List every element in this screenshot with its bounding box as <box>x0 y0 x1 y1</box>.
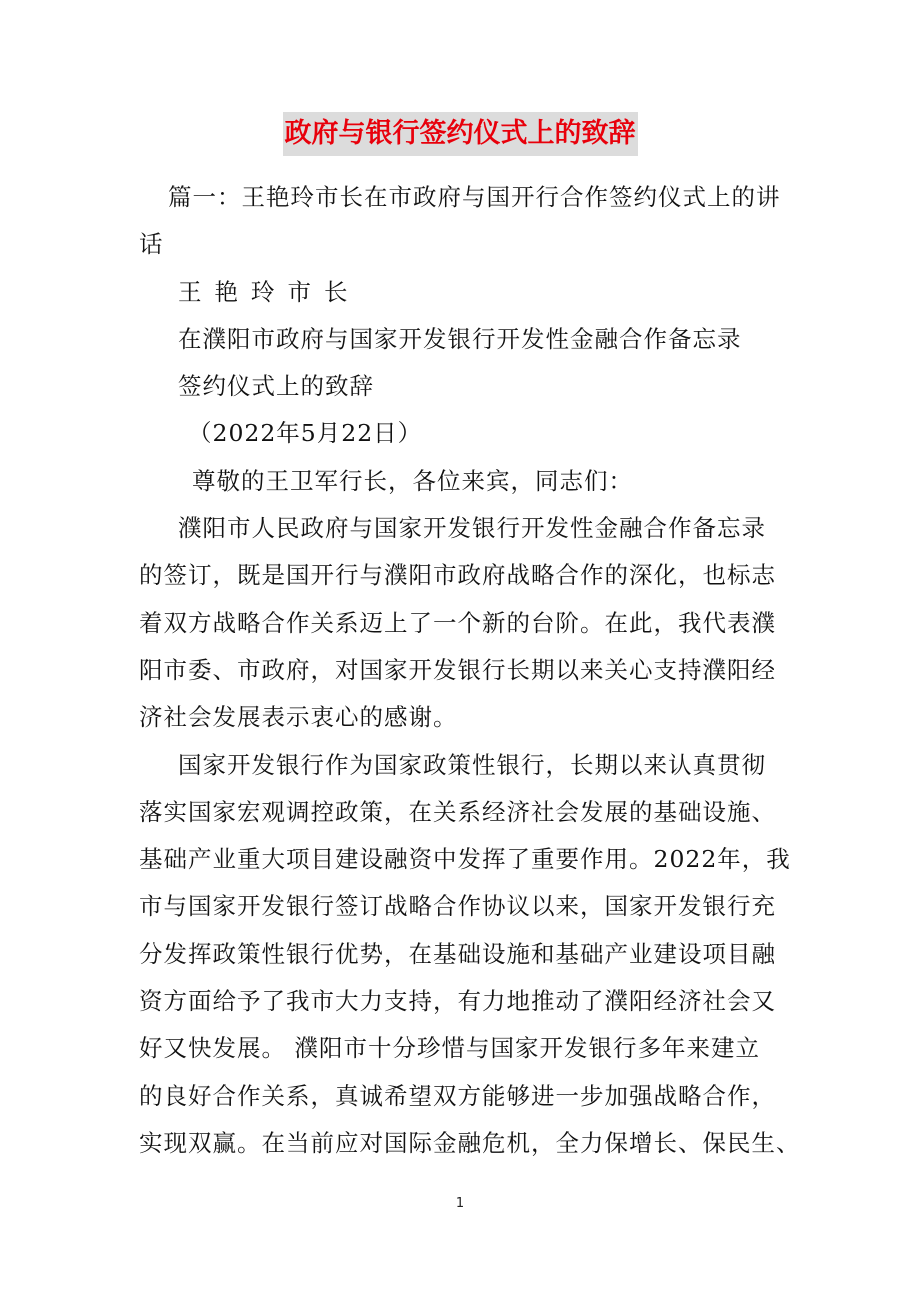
subtitle-line: 篇一：王艳玲市长在市政府与国开行合作签约仪式上的讲 <box>168 183 781 211</box>
paragraph-line: 的签订，既是国开行与濮阳市政府战略合作的深化，也标志 <box>139 561 776 590</box>
occasion-line: 在濮阳市政府与国家开发银行开发性金融合作备忘录 <box>178 324 742 353</box>
paragraph-line: 国家开发银行作为国家政策性银行，长期以来认真贯彻 <box>178 750 766 779</box>
paragraph-line: 资方面给予了我市大力支持，有力地推动了濮阳经济社会又 <box>139 987 776 1016</box>
occasion-line: 签约仪式上的致辞 <box>178 372 374 401</box>
subtitle-line: 话 <box>139 230 164 259</box>
paragraph-line: 的良好合作关系，真诚希望双方能够进一步加强战略合作， <box>139 1081 776 1110</box>
paragraph-line: 落实国家宏观调控政策，在关系经济社会发展的基础设施、 <box>139 797 776 826</box>
paragraph-line: 着双方战略合作关系迈上了一个新的台阶。在此，我代表濮 <box>139 608 776 637</box>
paragraph-line: 分发挥政策性银行优势，在基础设施和基础产业建设项目融 <box>139 939 776 968</box>
document-body <box>139 174 801 1167</box>
speaker-name: 王艳玲市长 <box>178 277 361 306</box>
greeting: 尊敬的王卫军行长，各位来宾，同志们： <box>192 466 633 495</box>
paragraph-line: 濮阳市人民政府与国家开发银行开发性金融合作备忘录 <box>178 514 766 543</box>
page-number: 1 <box>455 1196 465 1211</box>
paragraph-line: 实现双赢。在当前应对国际金融危机，全力保增长、保民生、 <box>139 1128 801 1157</box>
paragraph-line: 阳市委、市政府，对国家开发银行长期以来关心支持濮阳经 <box>139 655 776 684</box>
paragraph-line: 济社会发展表示衷心的感谢。 <box>139 703 458 732</box>
paragraph-line: 好又快发展。 濮阳市十分珍惜与国家开发银行多年来建立 <box>139 1034 760 1063</box>
document-title: 政府与银行签约仪式上的致辞 <box>283 112 638 156</box>
speech-date: （2022年5月22日） <box>188 419 423 448</box>
paragraph-line: 市与国家开发银行签订战略合作协议以来，国家开发银行充 <box>139 892 776 921</box>
paragraph-line: 基础产业重大项目建设融资中发挥了重要作用。2022年，我 <box>139 845 791 874</box>
title-container <box>0 112 920 156</box>
